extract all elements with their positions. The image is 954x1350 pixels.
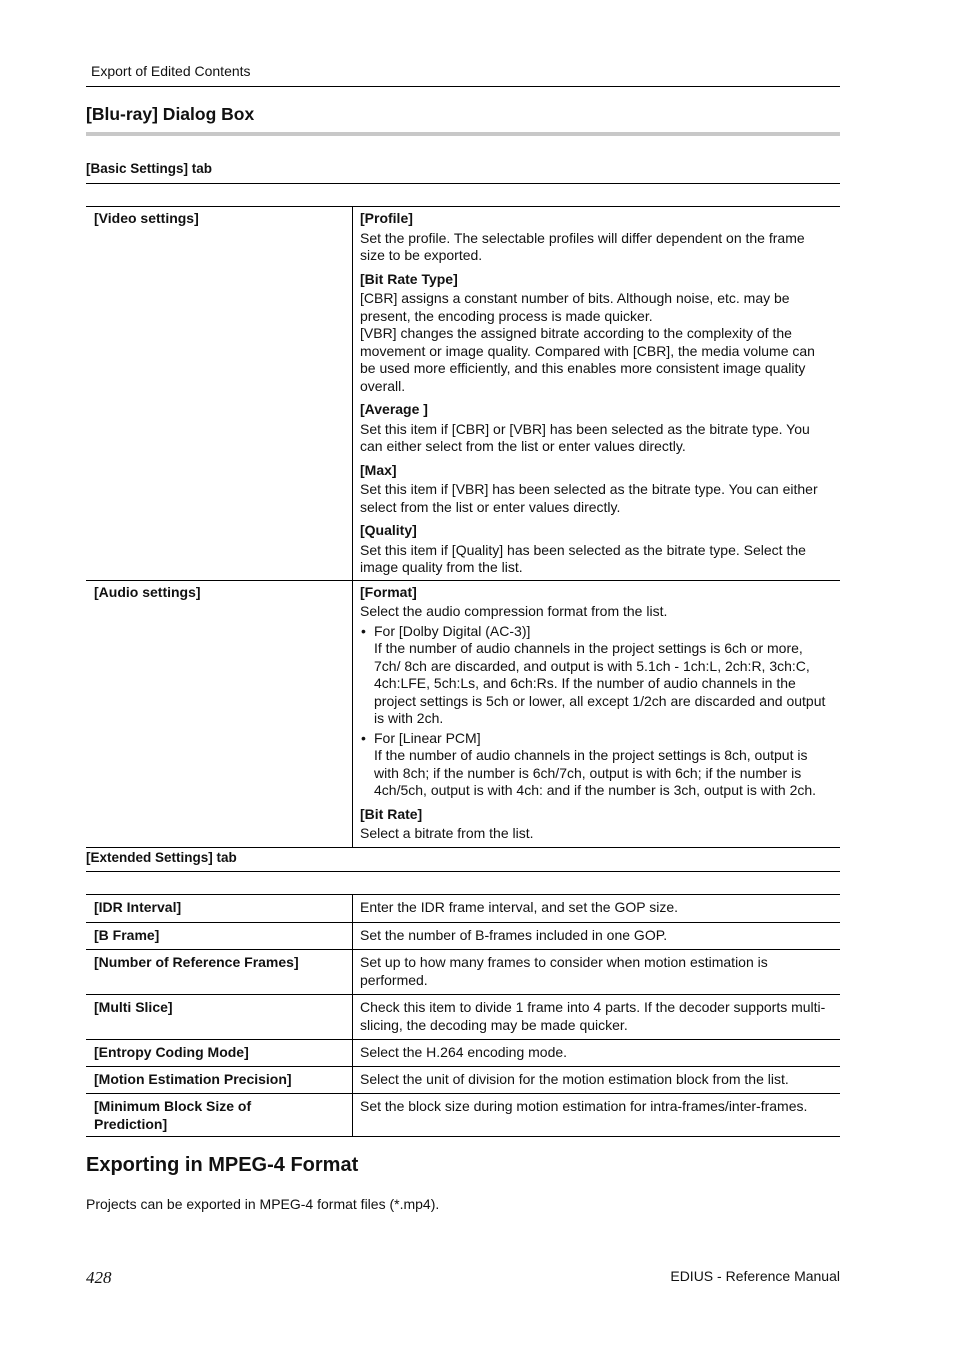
bullet-icon: • — [361, 729, 366, 746]
table-row — [86, 895, 840, 923]
table-row — [86, 995, 840, 1040]
format-intro: Select the audio compression format from the list. — [360, 603, 668, 619]
max-block — [360, 462, 832, 517]
table-row — [86, 950, 840, 995]
average-block — [360, 401, 832, 456]
basic-settings-table — [86, 206, 840, 848]
bullet-head: For [Linear PCM] — [374, 729, 481, 746]
quality-block — [360, 522, 832, 577]
format-title: [Format] — [360, 583, 417, 600]
row-label: [Entropy Coding Mode] — [86, 1040, 353, 1067]
bullet-text: If the number of audio channels in the project settings is 6ch or more, 7ch/ 8ch are discarded, and output is with 5.1ch - 1ch:L, 2ch:R, 3ch:C, 4ch:LFE, 5ch:Ls, and 6ch:Rs. If the number of audio channels in the project settings is 5ch or lower, all except 1/2ch are discarded and output is with 2ch. — [374, 640, 826, 726]
section-title: [Blu-ray] Dialog Box — [86, 104, 255, 124]
row-description: Select the H.264 encoding mode. — [360, 1044, 568, 1060]
table-row — [86, 923, 840, 950]
running-header: Export of Edited Contents — [91, 63, 251, 79]
extended-settings-heading: [Extended Settings] tab — [86, 850, 237, 865]
table-row — [86, 1040, 840, 1067]
audio-settings-description — [353, 580, 841, 847]
bit-rate-type-block — [360, 271, 832, 396]
footer-manual-name: EDIUS - Reference Manual — [670, 1268, 840, 1284]
bit-rate-text: Select a bitrate from the list. — [360, 825, 534, 841]
row-description: Set the block size during motion estimation for intra-frames/inter-frames. — [360, 1098, 808, 1114]
header-divider — [86, 86, 840, 87]
basic-settings-divider — [86, 183, 840, 184]
profile-text: Set the profile. The selectable profiles will differ dependent on the frame size to be exported. — [360, 229, 805, 263]
bullet-text: If the number of audio channels in the project settings is 8ch, output is with 8ch; if the number is 6ch/7ch, output is with 6ch; if the number is 4ch/5ch, output is with 4ch: and if the number is 3ch, output is with 2ch. — [374, 747, 817, 798]
row-label-video-settings: [Video settings] — [86, 207, 353, 581]
row-description: Select the unit of division for the motion estimation block from the list. — [360, 1071, 789, 1087]
extended-settings-divider — [86, 871, 840, 872]
row-label: [B Frame] — [86, 923, 353, 950]
bit-rate-block — [360, 806, 832, 843]
basic-settings-heading: [Basic Settings] tab — [86, 161, 213, 176]
row-label-audio-settings: [Audio settings] — [86, 580, 353, 847]
quality-title: [Quality] — [360, 522, 417, 538]
bullet-head: For [Dolby Digital (AC-3)] — [374, 622, 531, 639]
row-label: [Multi Slice] — [86, 995, 353, 1040]
average-title: [Average ] — [360, 401, 428, 417]
profile-block — [360, 210, 832, 265]
cbr-text: [CBR] assigns a constant number of bits. Although noise, etc. may be present, the encoding process is made quicker. — [360, 290, 790, 324]
table-row — [86, 1094, 840, 1137]
max-title: [Max] — [360, 461, 397, 478]
average-text: Set this item if [CBR] or [VBR] has been selected as the bitrate type. You can either select from the list or enter values directly. — [360, 420, 810, 454]
table-row — [86, 1067, 840, 1094]
row-label: [Minimum Block Size of Prediction] — [86, 1094, 353, 1137]
max-text: Set this item if [VBR] has been selected as the bitrate type. You can either select from the list or enter values directly. — [360, 481, 818, 515]
video-settings-description — [353, 207, 841, 581]
format-block — [360, 584, 832, 800]
row-label: [Number of Reference Frames] — [86, 950, 353, 995]
page-number: 428 — [86, 1268, 112, 1287]
mpeg4-section-title: Exporting in MPEG-4 Format — [86, 1154, 359, 1176]
section-title-underline — [86, 132, 840, 136]
table-row — [86, 207, 840, 581]
row-label: [Motion Estimation Precision] — [86, 1067, 353, 1094]
bullet-icon: • — [361, 622, 366, 639]
row-description: Set the number of B-frames included in one GOP. — [360, 927, 668, 943]
vbr-text: [VBR] changes the assigned bitrate according to the complexity of the movement or image quality. Compared with [CBR], the media volume can be used more efficiently, and this enables more consistent image quality overall. — [360, 325, 815, 394]
mpeg4-intro-text: Projects can be exported in MPEG-4 format files (*.mp4). — [86, 1196, 440, 1212]
list-item — [360, 623, 832, 728]
row-description: Set up to how many frames to consider when motion estimation is performed. — [360, 954, 768, 988]
table-row — [86, 580, 840, 847]
quality-text: Set this item if [Quality] has been selected as the bitrate type. Select the image quality from the list. — [360, 541, 806, 575]
list-item — [360, 730, 832, 800]
row-description: Enter the IDR frame interval, and set the GOP size. — [360, 899, 678, 915]
bit-rate-title: [Bit Rate] — [360, 805, 423, 822]
row-label: [IDR Interval] — [86, 895, 353, 923]
row-description: Check this item to divide 1 frame into 4 parts. If the decoder supports multi-slicing, the decoding may be made quicker. — [360, 999, 826, 1033]
bit-rate-type-title: [Bit Rate Type] — [360, 270, 458, 287]
profile-title: [Profile] — [360, 210, 413, 226]
extended-settings-table — [86, 894, 840, 1137]
